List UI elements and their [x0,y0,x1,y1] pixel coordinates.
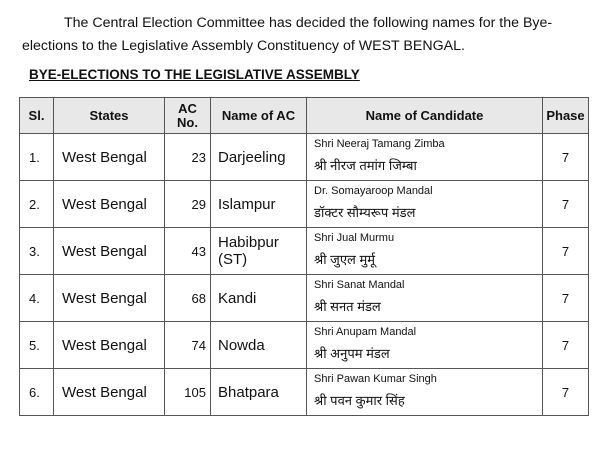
bye-election-table [19,97,589,416]
header-phase: Phase [543,98,589,134]
cell-sl: 6. [20,369,54,416]
intro-paragraph [22,12,588,58]
cell-ac-name: Islampur [211,181,307,228]
cell-phase: 7 [543,322,589,369]
cell-sl: 4. [20,275,54,322]
cell-phase: 7 [543,275,589,322]
cell-ac-no: 68 [165,275,211,322]
table-row [20,369,589,416]
table-row [20,275,589,322]
candidate-name-english: Shri Pawan Kumar Singh [314,373,437,385]
candidate-name-hindi: श्री सनत मंडल [314,299,381,314]
cell-ac-no: 43 [165,228,211,275]
table-row [20,134,589,181]
cell-sl: 1. [20,134,54,181]
table-header-row [20,98,589,134]
cell-ac-name: Nowda [211,322,307,369]
header-name-of-candidate: Name of Candidate [307,98,543,134]
cell-ac-no: 105 [165,369,211,416]
header-ac-line2: No. [177,114,198,130]
cell-state: West Bengal [54,181,165,228]
candidate-name-hindi: श्री अनुपम मंडल [314,346,390,361]
cell-candidate [307,369,543,416]
cell-state: West Bengal [54,322,165,369]
cell-phase: 7 [543,181,589,228]
header-ac-no [165,98,211,134]
cell-ac-name: Kandi [211,275,307,322]
cell-ac-no: 23 [165,134,211,181]
cell-candidate [307,275,543,322]
table-row [20,322,589,369]
cell-ac-no: 74 [165,322,211,369]
cell-phase: 7 [543,369,589,416]
header-name-of-ac: Name of AC [211,98,307,134]
cell-state: West Bengal [54,228,165,275]
cell-ac-name: Darjeeling [211,134,307,181]
table-row [20,181,589,228]
cell-phase: 7 [543,134,589,181]
candidate-name-english: Shri Sanat Mandal [314,279,405,291]
cell-sl: 2. [20,181,54,228]
candidate-name-hindi: श्री पवन कुमार सिंह [314,393,405,408]
table-row [20,228,589,275]
candidate-name-hindi: श्री जुएल मुर्मू [314,252,375,267]
candidate-name-english: Shri Jual Murmu [314,232,395,244]
cell-candidate [307,322,543,369]
candidate-name-hindi: डॉक्टर सौम्यरूप मंडल [314,205,416,220]
intro-text: The Central Election Committee has decided the following names for the Bye-elections to the Legislative Assembly Constituency of WEST BENGAL. [22,15,553,54]
header-states: States [54,98,165,134]
cell-state: West Bengal [54,275,165,322]
cell-ac-no: 29 [165,181,211,228]
cell-candidate [307,134,543,181]
section-heading: BYE-ELECTIONS TO THE LEGISLATIVE ASSEMBLY [29,67,360,82]
candidate-name-english: Shri Neeraj Tamang Zimba [314,138,445,150]
cell-state: West Bengal [54,134,165,181]
cell-phase: 7 [543,228,589,275]
cell-state: West Bengal [54,369,165,416]
cell-sl: 5. [20,322,54,369]
cell-candidate [307,181,543,228]
cell-ac-name: Bhatpara [211,369,307,416]
header-sl: Sl. [20,98,54,134]
cell-ac-name: Habibpur (ST) [211,228,307,275]
candidate-name-hindi: श्री नीरज तमांग जिम्बा [314,158,417,173]
candidate-name-english: Dr. Somayaroop Mandal [314,185,433,197]
cell-candidate [307,228,543,275]
candidate-name-english: Shri Anupam Mandal [314,326,417,338]
header-ac-line1: AC [178,100,197,116]
cell-sl: 3. [20,228,54,275]
